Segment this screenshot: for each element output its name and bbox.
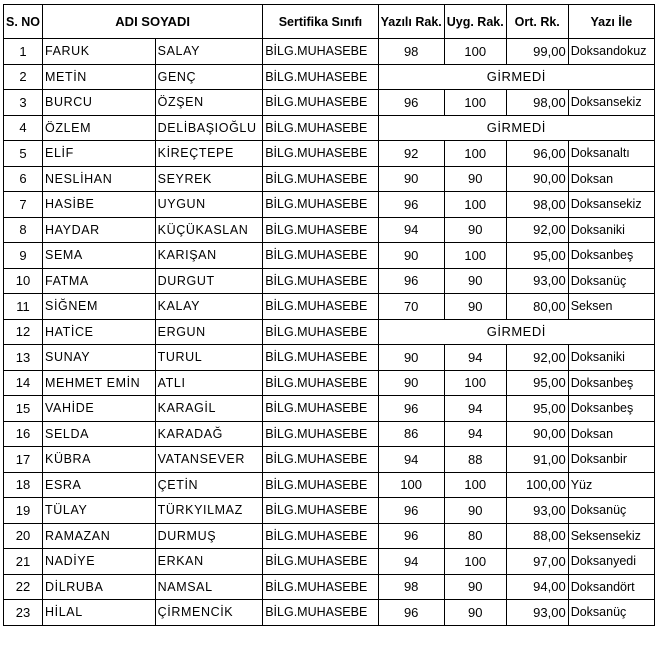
header-in-words-label: Yazı İle xyxy=(590,14,633,29)
average-score-cell: 96,00 xyxy=(506,141,568,167)
last-name-cell: GENÇ xyxy=(155,64,263,90)
average-score-cell: 88,00 xyxy=(506,523,568,549)
first-name-cell: FARUK xyxy=(43,39,156,65)
first-name-cell: MEHMET EMİN xyxy=(43,370,156,396)
header-no xyxy=(4,5,43,39)
written-score-cell: 86 xyxy=(378,421,444,447)
applied-score-cell: 100 xyxy=(444,243,506,269)
written-score-cell: 94 xyxy=(378,549,444,575)
written-score-cell: 96 xyxy=(378,498,444,524)
last-name-cell: ATLI xyxy=(155,370,263,396)
certificate-cell: BİLG.MUHASEBE xyxy=(263,600,378,626)
row-number-cell: 1 xyxy=(4,39,43,65)
table-row xyxy=(4,396,655,422)
applied-score-cell: 90 xyxy=(444,600,506,626)
row-number-cell: 10 xyxy=(4,268,43,294)
header-in-words xyxy=(568,5,654,39)
first-name-cell: KÜBRA xyxy=(43,447,156,473)
certificate-cell: BİLG.MUHASEBE xyxy=(263,523,378,549)
certificate-cell: BİLG.MUHASEBE xyxy=(263,64,378,90)
first-name-cell: TÜLAY xyxy=(43,498,156,524)
score-in-words-cell: Seksensekiz xyxy=(568,523,654,549)
certificate-cell: BİLG.MUHASEBE xyxy=(263,166,378,192)
certificate-cell: BİLG.MUHASEBE xyxy=(263,447,378,473)
applied-score-cell: 90 xyxy=(444,268,506,294)
header-no-label: S. NO xyxy=(6,14,41,29)
table-row xyxy=(4,523,655,549)
row-number-cell: 9 xyxy=(4,243,43,269)
table-row xyxy=(4,498,655,524)
applied-score-cell: 100 xyxy=(444,472,506,498)
average-score-cell: 92,00 xyxy=(506,345,568,371)
first-name-cell: HATİCE xyxy=(43,319,156,345)
written-score-cell: 96 xyxy=(378,600,444,626)
table-row xyxy=(4,345,655,371)
applied-score-cell: 90 xyxy=(444,217,506,243)
table-row xyxy=(4,447,655,473)
row-number-cell: 11 xyxy=(4,294,43,320)
applied-score-cell: 94 xyxy=(444,396,506,422)
first-name-cell: BURCU xyxy=(43,90,156,116)
score-in-words-cell: Doksanaltı xyxy=(568,141,654,167)
results-table xyxy=(3,4,655,626)
table-row xyxy=(4,370,655,396)
row-number-cell: 15 xyxy=(4,396,43,422)
average-score-cell: 99,00 xyxy=(506,39,568,65)
row-number-cell: 22 xyxy=(4,574,43,600)
score-in-words-cell: Doksaniki xyxy=(568,217,654,243)
last-name-cell: KİREÇTEPE xyxy=(155,141,263,167)
row-number-cell: 12 xyxy=(4,319,43,345)
row-number-cell: 14 xyxy=(4,370,43,396)
certificate-cell: BİLG.MUHASEBE xyxy=(263,90,378,116)
score-in-words-cell: Seksen xyxy=(568,294,654,320)
written-score-cell: 98 xyxy=(378,39,444,65)
score-in-words-cell: Yüz xyxy=(568,472,654,498)
score-in-words-cell: Doksansekiz xyxy=(568,90,654,116)
last-name-cell: DURMUŞ xyxy=(155,523,263,549)
row-number-cell: 5 xyxy=(4,141,43,167)
certificate-cell: BİLG.MUHASEBE xyxy=(263,421,378,447)
header-certificate xyxy=(263,5,378,39)
applied-score-cell: 100 xyxy=(444,192,506,218)
certificate-cell: BİLG.MUHASEBE xyxy=(263,319,378,345)
certificate-cell: BİLG.MUHASEBE xyxy=(263,192,378,218)
score-in-words-cell: Doksanbeş xyxy=(568,370,654,396)
certificate-cell: BİLG.MUHASEBE xyxy=(263,345,378,371)
average-score-cell: 95,00 xyxy=(506,396,568,422)
header-written-label: Yazılı Rak. xyxy=(380,14,442,29)
last-name-cell: TÜRKYILMAZ xyxy=(155,498,263,524)
certificate-cell: BİLG.MUHASEBE xyxy=(263,39,378,65)
last-name-cell: SALAY xyxy=(155,39,263,65)
row-number-cell: 6 xyxy=(4,166,43,192)
written-score-cell: 90 xyxy=(378,370,444,396)
row-number-cell: 13 xyxy=(4,345,43,371)
applied-score-cell: 100 xyxy=(444,549,506,575)
first-name-cell: NESLİHAN xyxy=(43,166,156,192)
first-name-cell: SUNAY xyxy=(43,345,156,371)
certificate-cell: BİLG.MUHASEBE xyxy=(263,549,378,575)
header-name-label: ADI SOYADI xyxy=(115,13,190,29)
last-name-cell: KARIŞAN xyxy=(155,243,263,269)
first-name-cell: HAYDAR xyxy=(43,217,156,243)
score-in-words-cell: Doksanbeş xyxy=(568,396,654,422)
header-written xyxy=(378,5,444,39)
last-name-cell: ÇETİN xyxy=(155,472,263,498)
last-name-cell: ERKAN xyxy=(155,549,263,575)
table-row xyxy=(4,192,655,218)
last-name-cell: TURUL xyxy=(155,345,263,371)
score-in-words-cell: Doksanüç xyxy=(568,498,654,524)
last-name-cell: ÖZŞEN xyxy=(155,90,263,116)
written-score-cell: 70 xyxy=(378,294,444,320)
absent-cell: GİRMEDİ xyxy=(378,319,654,345)
header-applied-label: Uyg. Rak. xyxy=(446,14,504,29)
last-name-cell: KÜÇÜKASLAN xyxy=(155,217,263,243)
written-score-cell: 94 xyxy=(378,217,444,243)
header-average xyxy=(506,5,568,39)
score-in-words-cell: Doksandokuz xyxy=(568,39,654,65)
last-name-cell: ERGUN xyxy=(155,319,263,345)
written-score-cell: 96 xyxy=(378,268,444,294)
table-row xyxy=(4,39,655,65)
table-row xyxy=(4,217,655,243)
last-name-cell: KARAGİL xyxy=(155,396,263,422)
last-name-cell: DELİBAŞIOĞLU xyxy=(155,115,263,141)
score-in-words-cell: Doksanüç xyxy=(568,268,654,294)
score-in-words-cell: Doksanyedi xyxy=(568,549,654,575)
first-name-cell: DİLRUBA xyxy=(43,574,156,600)
score-in-words-cell: Doksaniki xyxy=(568,345,654,371)
header-applied xyxy=(444,5,506,39)
table-row xyxy=(4,141,655,167)
applied-score-cell: 100 xyxy=(444,141,506,167)
row-number-cell: 4 xyxy=(4,115,43,141)
average-score-cell: 94,00 xyxy=(506,574,568,600)
row-number-cell: 3 xyxy=(4,90,43,116)
last-name-cell: VATANSEVER xyxy=(155,447,263,473)
applied-score-cell: 100 xyxy=(444,90,506,116)
table-row xyxy=(4,574,655,600)
written-score-cell: 100 xyxy=(378,472,444,498)
first-name-cell: NADİYE xyxy=(43,549,156,575)
applied-score-cell: 80 xyxy=(444,523,506,549)
last-name-cell: DURGUT xyxy=(155,268,263,294)
average-score-cell: 92,00 xyxy=(506,217,568,243)
last-name-cell: NAMSAL xyxy=(155,574,263,600)
last-name-cell: UYGUN xyxy=(155,192,263,218)
written-score-cell: 94 xyxy=(378,447,444,473)
first-name-cell: HİLAL xyxy=(43,600,156,626)
row-number-cell: 23 xyxy=(4,600,43,626)
table-row xyxy=(4,600,655,626)
first-name-cell: RAMAZAN xyxy=(43,523,156,549)
average-score-cell: 100,00 xyxy=(506,472,568,498)
certificate-cell: BİLG.MUHASEBE xyxy=(263,574,378,600)
written-score-cell: 92 xyxy=(378,141,444,167)
table-row xyxy=(4,472,655,498)
score-in-words-cell: Doksanbeş xyxy=(568,243,654,269)
first-name-cell: ÖZLEM xyxy=(43,115,156,141)
written-score-cell: 96 xyxy=(378,192,444,218)
score-in-words-cell: Doksandört xyxy=(568,574,654,600)
score-in-words-cell: Doksanbir xyxy=(568,447,654,473)
first-name-cell: VAHİDE xyxy=(43,396,156,422)
header-name xyxy=(43,5,263,39)
written-score-cell: 90 xyxy=(378,243,444,269)
score-in-words-cell: Doksansekiz xyxy=(568,192,654,218)
written-score-cell: 98 xyxy=(378,574,444,600)
row-number-cell: 17 xyxy=(4,447,43,473)
certificate-cell: BİLG.MUHASEBE xyxy=(263,217,378,243)
table-row xyxy=(4,166,655,192)
average-score-cell: 90,00 xyxy=(506,166,568,192)
score-in-words-cell: Doksan xyxy=(568,421,654,447)
table-row xyxy=(4,268,655,294)
table-row xyxy=(4,243,655,269)
table-row xyxy=(4,90,655,116)
first-name-cell: ESRA xyxy=(43,472,156,498)
applied-score-cell: 88 xyxy=(444,447,506,473)
table-row xyxy=(4,115,655,141)
applied-score-cell: 100 xyxy=(444,39,506,65)
certificate-cell: BİLG.MUHASEBE xyxy=(263,115,378,141)
row-number-cell: 8 xyxy=(4,217,43,243)
average-score-cell: 93,00 xyxy=(506,600,568,626)
table-row xyxy=(4,294,655,320)
header-average-label: Ort. Rk. xyxy=(514,14,560,29)
certificate-cell: BİLG.MUHASEBE xyxy=(263,294,378,320)
last-name-cell: SEYREK xyxy=(155,166,263,192)
average-score-cell: 95,00 xyxy=(506,370,568,396)
written-score-cell: 90 xyxy=(378,345,444,371)
applied-score-cell: 94 xyxy=(444,421,506,447)
written-score-cell: 96 xyxy=(378,523,444,549)
average-score-cell: 95,00 xyxy=(506,243,568,269)
applied-score-cell: 90 xyxy=(444,574,506,600)
table-row xyxy=(4,319,655,345)
certificate-cell: BİLG.MUHASEBE xyxy=(263,141,378,167)
average-score-cell: 80,00 xyxy=(506,294,568,320)
score-in-words-cell: Doksan xyxy=(568,166,654,192)
last-name-cell: KALAY xyxy=(155,294,263,320)
average-score-cell: 93,00 xyxy=(506,498,568,524)
average-score-cell: 98,00 xyxy=(506,90,568,116)
table-row xyxy=(4,421,655,447)
row-number-cell: 21 xyxy=(4,549,43,575)
row-number-cell: 20 xyxy=(4,523,43,549)
certificate-cell: BİLG.MUHASEBE xyxy=(263,370,378,396)
header-certificate-label: Sertifika Sınıfı xyxy=(278,14,363,29)
average-score-cell: 91,00 xyxy=(506,447,568,473)
first-name-cell: FATMA xyxy=(43,268,156,294)
applied-score-cell: 90 xyxy=(444,498,506,524)
score-in-words-cell: Doksanüç xyxy=(568,600,654,626)
applied-score-cell: 100 xyxy=(444,370,506,396)
table-row xyxy=(4,549,655,575)
row-number-cell: 19 xyxy=(4,498,43,524)
written-score-cell: 96 xyxy=(378,90,444,116)
average-score-cell: 90,00 xyxy=(506,421,568,447)
certificate-cell: BİLG.MUHASEBE xyxy=(263,396,378,422)
row-number-cell: 16 xyxy=(4,421,43,447)
table-body xyxy=(4,39,655,626)
certificate-cell: BİLG.MUHASEBE xyxy=(263,498,378,524)
applied-score-cell: 94 xyxy=(444,345,506,371)
written-score-cell: 96 xyxy=(378,396,444,422)
average-score-cell: 98,00 xyxy=(506,192,568,218)
last-name-cell: KARADAĞ xyxy=(155,421,263,447)
applied-score-cell: 90 xyxy=(444,294,506,320)
average-score-cell: 93,00 xyxy=(506,268,568,294)
first-name-cell: HASİBE xyxy=(43,192,156,218)
row-number-cell: 18 xyxy=(4,472,43,498)
row-number-cell: 7 xyxy=(4,192,43,218)
written-score-cell: 90 xyxy=(378,166,444,192)
certificate-cell: BİLG.MUHASEBE xyxy=(263,243,378,269)
first-name-cell: METİN xyxy=(43,64,156,90)
last-name-cell: ÇİRMENCİK xyxy=(155,600,263,626)
absent-cell: GİRMEDİ xyxy=(378,115,654,141)
absent-cell: GİRMEDİ xyxy=(378,64,654,90)
header-row xyxy=(4,5,655,39)
first-name-cell: SEMA xyxy=(43,243,156,269)
first-name-cell: ELİF xyxy=(43,141,156,167)
average-score-cell: 97,00 xyxy=(506,549,568,575)
row-number-cell: 2 xyxy=(4,64,43,90)
table-row xyxy=(4,64,655,90)
first-name-cell: SELDA xyxy=(43,421,156,447)
first-name-cell: SİĞNEM xyxy=(43,294,156,320)
certificate-cell: BİLG.MUHASEBE xyxy=(263,472,378,498)
certificate-cell: BİLG.MUHASEBE xyxy=(263,268,378,294)
applied-score-cell: 90 xyxy=(444,166,506,192)
